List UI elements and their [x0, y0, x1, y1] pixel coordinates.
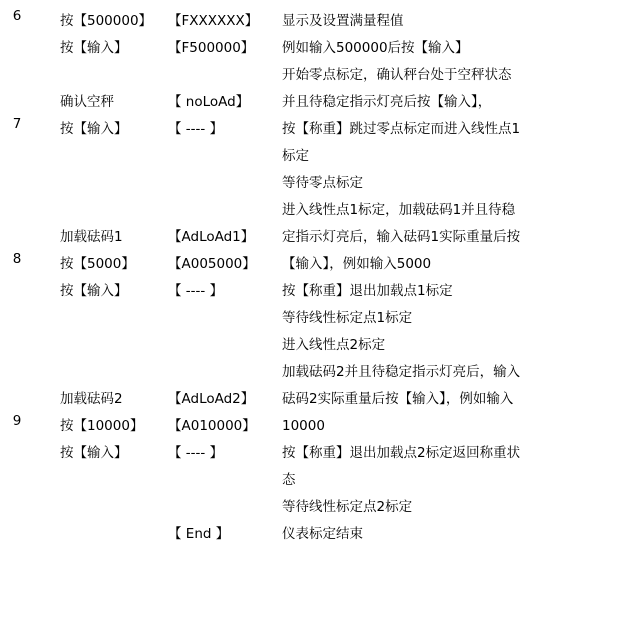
display-line: 【 noLoAd】 — [168, 94, 250, 110]
display-line: 【AdLoAd1】 — [168, 229, 255, 245]
description-line: 加载砝码2并且待稳定指示灯亮后，输入 — [282, 364, 521, 380]
calibration-steps-table — [6, 8, 622, 548]
table-row — [6, 62, 622, 197]
description-line: 进入线性点1标定，加载砝码1并且待稳 — [282, 202, 516, 218]
display-cell — [166, 197, 276, 332]
key-operation-line: 确认空秤 — [60, 94, 114, 110]
key-operation-cell — [28, 62, 166, 197]
display-line: 【 ---- 】 — [168, 283, 224, 299]
description-cell — [276, 332, 622, 548]
description-line: 砝码2实际重量后按【输入】，例如输入 — [282, 391, 514, 407]
key-operation-line — [28, 197, 166, 224]
key-operation-line: 按【500000】 — [60, 13, 153, 29]
key-operation-line: 按【10000】 — [60, 418, 144, 434]
description-cell — [276, 8, 622, 62]
key-operation-line: 加载砝码2 — [60, 391, 123, 407]
display-line: 【F500000】 — [168, 40, 255, 56]
key-operation-line — [28, 521, 166, 548]
table-body — [6, 8, 622, 548]
display-cell — [166, 332, 276, 548]
key-operation-line: 按【输入】 — [60, 40, 128, 56]
display-line: 【 ---- 】 — [168, 445, 224, 461]
key-operation-line — [28, 494, 166, 521]
description-line: 显示及设置满量程值 — [282, 13, 404, 29]
table-row — [6, 332, 622, 548]
row-number: 9 — [12, 413, 22, 429]
row-number-cell — [6, 332, 28, 548]
display-line — [166, 197, 276, 224]
display-line — [166, 467, 276, 494]
description-line: 10000 — [282, 418, 325, 434]
row-number: 6 — [12, 8, 22, 24]
display-line — [166, 143, 276, 170]
description-line: 按【称重】退出加载点2标定返回称重状 — [282, 445, 521, 461]
key-operation-line: 按【输入】 — [60, 121, 128, 137]
display-line: 【A010000】 — [168, 418, 256, 434]
key-operation-line: 按【输入】 — [60, 445, 128, 461]
display-line — [166, 359, 276, 386]
description-line: 按【称重】退出加载点1标定 — [282, 283, 453, 299]
description-cell — [276, 62, 622, 197]
display-line — [166, 170, 276, 197]
description-line: 进入线性点2标定 — [282, 337, 386, 353]
key-operation-line — [28, 332, 166, 359]
description-line: 例如输入500000后按【输入】 — [282, 40, 469, 56]
description-line: 等待线性标定点2标定 — [282, 499, 413, 515]
key-operation-line — [28, 467, 166, 494]
key-operation-cell — [28, 8, 166, 62]
display-line — [166, 305, 276, 332]
description-line: 定指示灯亮后，输入砝码1实际重量后按 — [282, 229, 521, 245]
description-line: 并且待稳定指示灯亮后按【输入】， — [282, 94, 492, 110]
display-line — [166, 332, 276, 359]
row-number: 7 — [12, 116, 22, 132]
description-line: 【输入】，例如输入5000 — [282, 256, 432, 272]
key-operation-line — [28, 305, 166, 332]
display-line: 【 ---- 】 — [168, 121, 224, 137]
display-line — [166, 494, 276, 521]
key-operation-cell — [28, 332, 166, 548]
table-row — [6, 8, 622, 62]
description-line: 等待线性标定点1标定 — [282, 310, 413, 326]
key-operation-line — [28, 359, 166, 386]
table-row — [6, 197, 622, 332]
key-operation-line — [28, 62, 166, 89]
key-operation-line — [28, 143, 166, 170]
display-line — [166, 62, 276, 89]
display-line: 【A005000】 — [168, 256, 256, 272]
key-operation-line — [28, 170, 166, 197]
row-number-cell — [6, 8, 28, 62]
key-operation-line: 按【5000】 — [60, 256, 135, 272]
key-operation-line: 加载砝码1 — [60, 229, 123, 245]
display-cell — [166, 8, 276, 62]
key-operation-cell — [28, 197, 166, 332]
description-cell — [276, 197, 622, 332]
description-line: 开始零点标定，确认秤台处于空秤状态 — [282, 67, 512, 83]
key-operation-line: 按【输入】 — [60, 283, 128, 299]
description-line: 态 — [282, 472, 296, 488]
display-line: 【FXXXXXX】 — [168, 13, 259, 29]
display-cell — [166, 62, 276, 197]
description-line: 标定 — [282, 148, 309, 164]
row-number: 8 — [12, 251, 22, 267]
description-line: 等待零点标定 — [282, 175, 363, 191]
row-number-cell — [6, 197, 28, 332]
display-line: 【AdLoAd2】 — [168, 391, 255, 407]
description-line: 按【称重】跳过零点标定而进入线性点1 — [282, 121, 521, 137]
description-line: 仪表标定结束 — [282, 526, 363, 542]
display-line: 【 End 】 — [168, 526, 230, 542]
row-number-cell — [6, 62, 28, 197]
